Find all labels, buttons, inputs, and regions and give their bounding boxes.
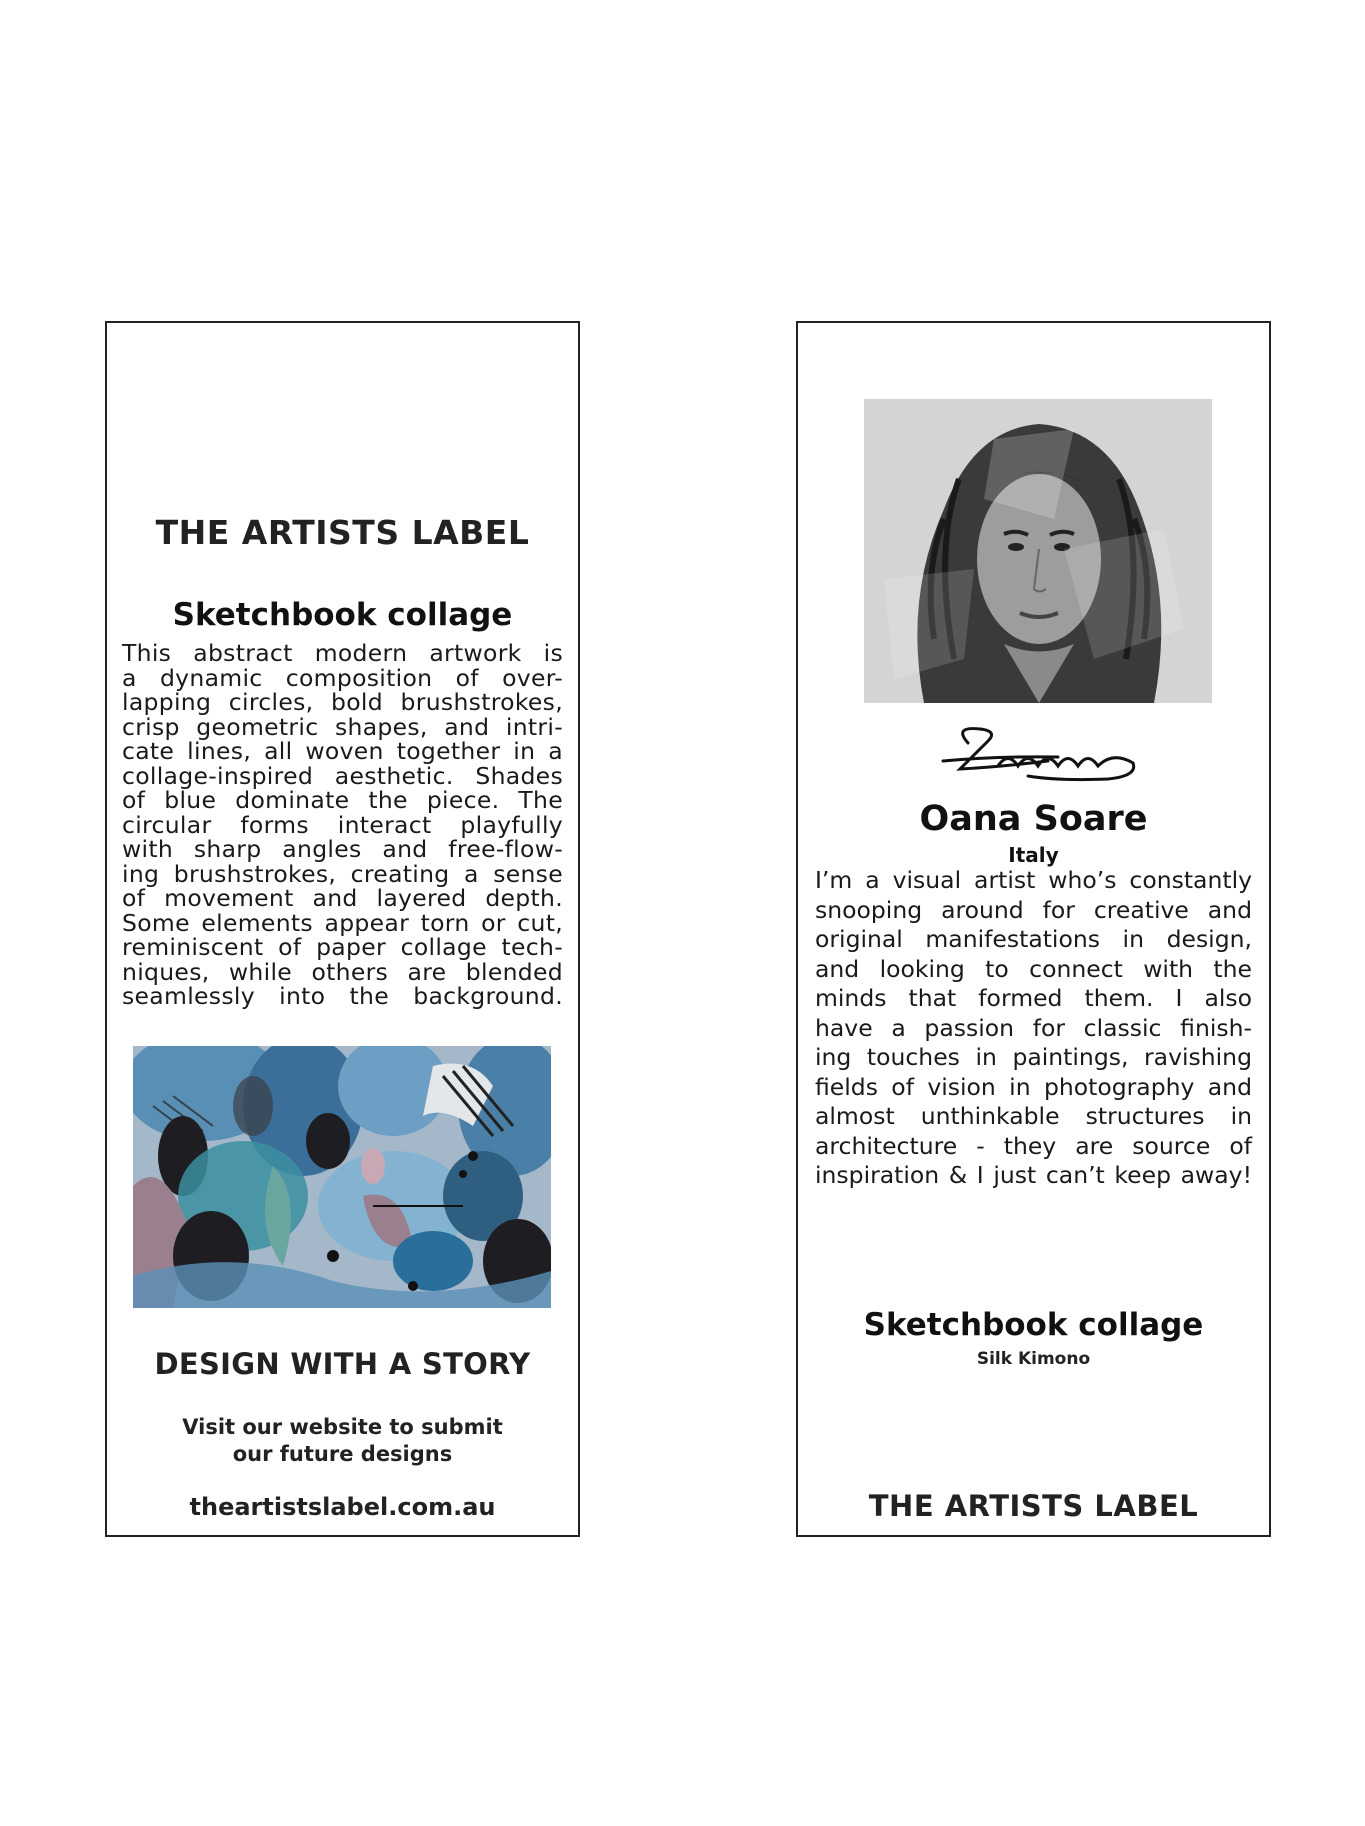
bio-line: minds that formed them. I also [815, 984, 1252, 1012]
submit-designs-text [107, 1414, 578, 1468]
artist-country: Italy [1008, 843, 1059, 867]
bio-line: architecture - they are source of [815, 1131, 1252, 1160]
description-line: ing brushstrokes, creating a sense [122, 859, 563, 888]
description-line: lapping circles, bold brushstrokes, [122, 688, 563, 716]
artwork-title: Sketchbook collage [863, 1307, 1204, 1343]
description-line: This abstract modern artwork is [122, 639, 563, 667]
description-line: of blue dominate the piece. The [122, 786, 563, 814]
bio-line: almost unthinkable structures in [815, 1102, 1252, 1130]
bio-line: snooping around for creative and [815, 895, 1252, 924]
bio-line: original manifestations in design, [815, 925, 1252, 953]
artwork-info-card [105, 321, 580, 1537]
description-line: crisp geometric shapes, and intri- [122, 712, 563, 741]
description-line: a dynamic composition of over- [122, 663, 563, 692]
artwork-description [122, 641, 563, 1009]
bio-line: ing touches in paintings, ravishing [815, 1043, 1252, 1071]
brand-title: THE ARTISTS LABEL [155, 513, 530, 552]
description-line: Some elements appear torn or cut, [122, 908, 563, 937]
description-line: collage-inspired aesthetic. Shades [122, 761, 563, 790]
artist-portrait [864, 399, 1212, 703]
artist-info-card [796, 321, 1271, 1537]
tagline: DESIGN WITH A STORY [154, 1347, 531, 1381]
brand-title: THE ARTISTS LABEL [868, 1489, 1199, 1523]
description-line: seamlessly into the background. [122, 982, 563, 1010]
artwork-image [133, 1046, 551, 1308]
description-line: reminiscent of paper collage tech- [122, 933, 563, 961]
bio-line: fields of vision in photography and [815, 1072, 1252, 1101]
artist-bio [815, 866, 1252, 1191]
description-line: niques, while others are blended [122, 957, 563, 986]
bio-line: inspiration & I just can’t keep away! [815, 1161, 1252, 1189]
artwork-title: Sketchbook collage [172, 597, 513, 633]
visit-line: our future designs [232, 1442, 453, 1466]
bio-line: and looking to connect with the [815, 954, 1252, 983]
description-line: circular forms interact playfully [122, 810, 563, 839]
product-type: Silk Kimono [976, 1349, 1091, 1369]
description-line: of movement and layered depth. [122, 884, 563, 912]
visit-line: Visit our website to submit [182, 1415, 503, 1439]
description-line: cate lines, all woven together in a [122, 737, 563, 765]
bio-line: have a passion for classic finish- [815, 1013, 1252, 1042]
description-line: with sharp angles and free-flow- [122, 835, 563, 863]
bio-line: I’m a visual artist who’s constantly [815, 866, 1252, 894]
artist-signature [938, 721, 1148, 796]
artist-name: Oana Soare [919, 799, 1148, 839]
website-url: theartistslabel.com.au [189, 1493, 496, 1521]
